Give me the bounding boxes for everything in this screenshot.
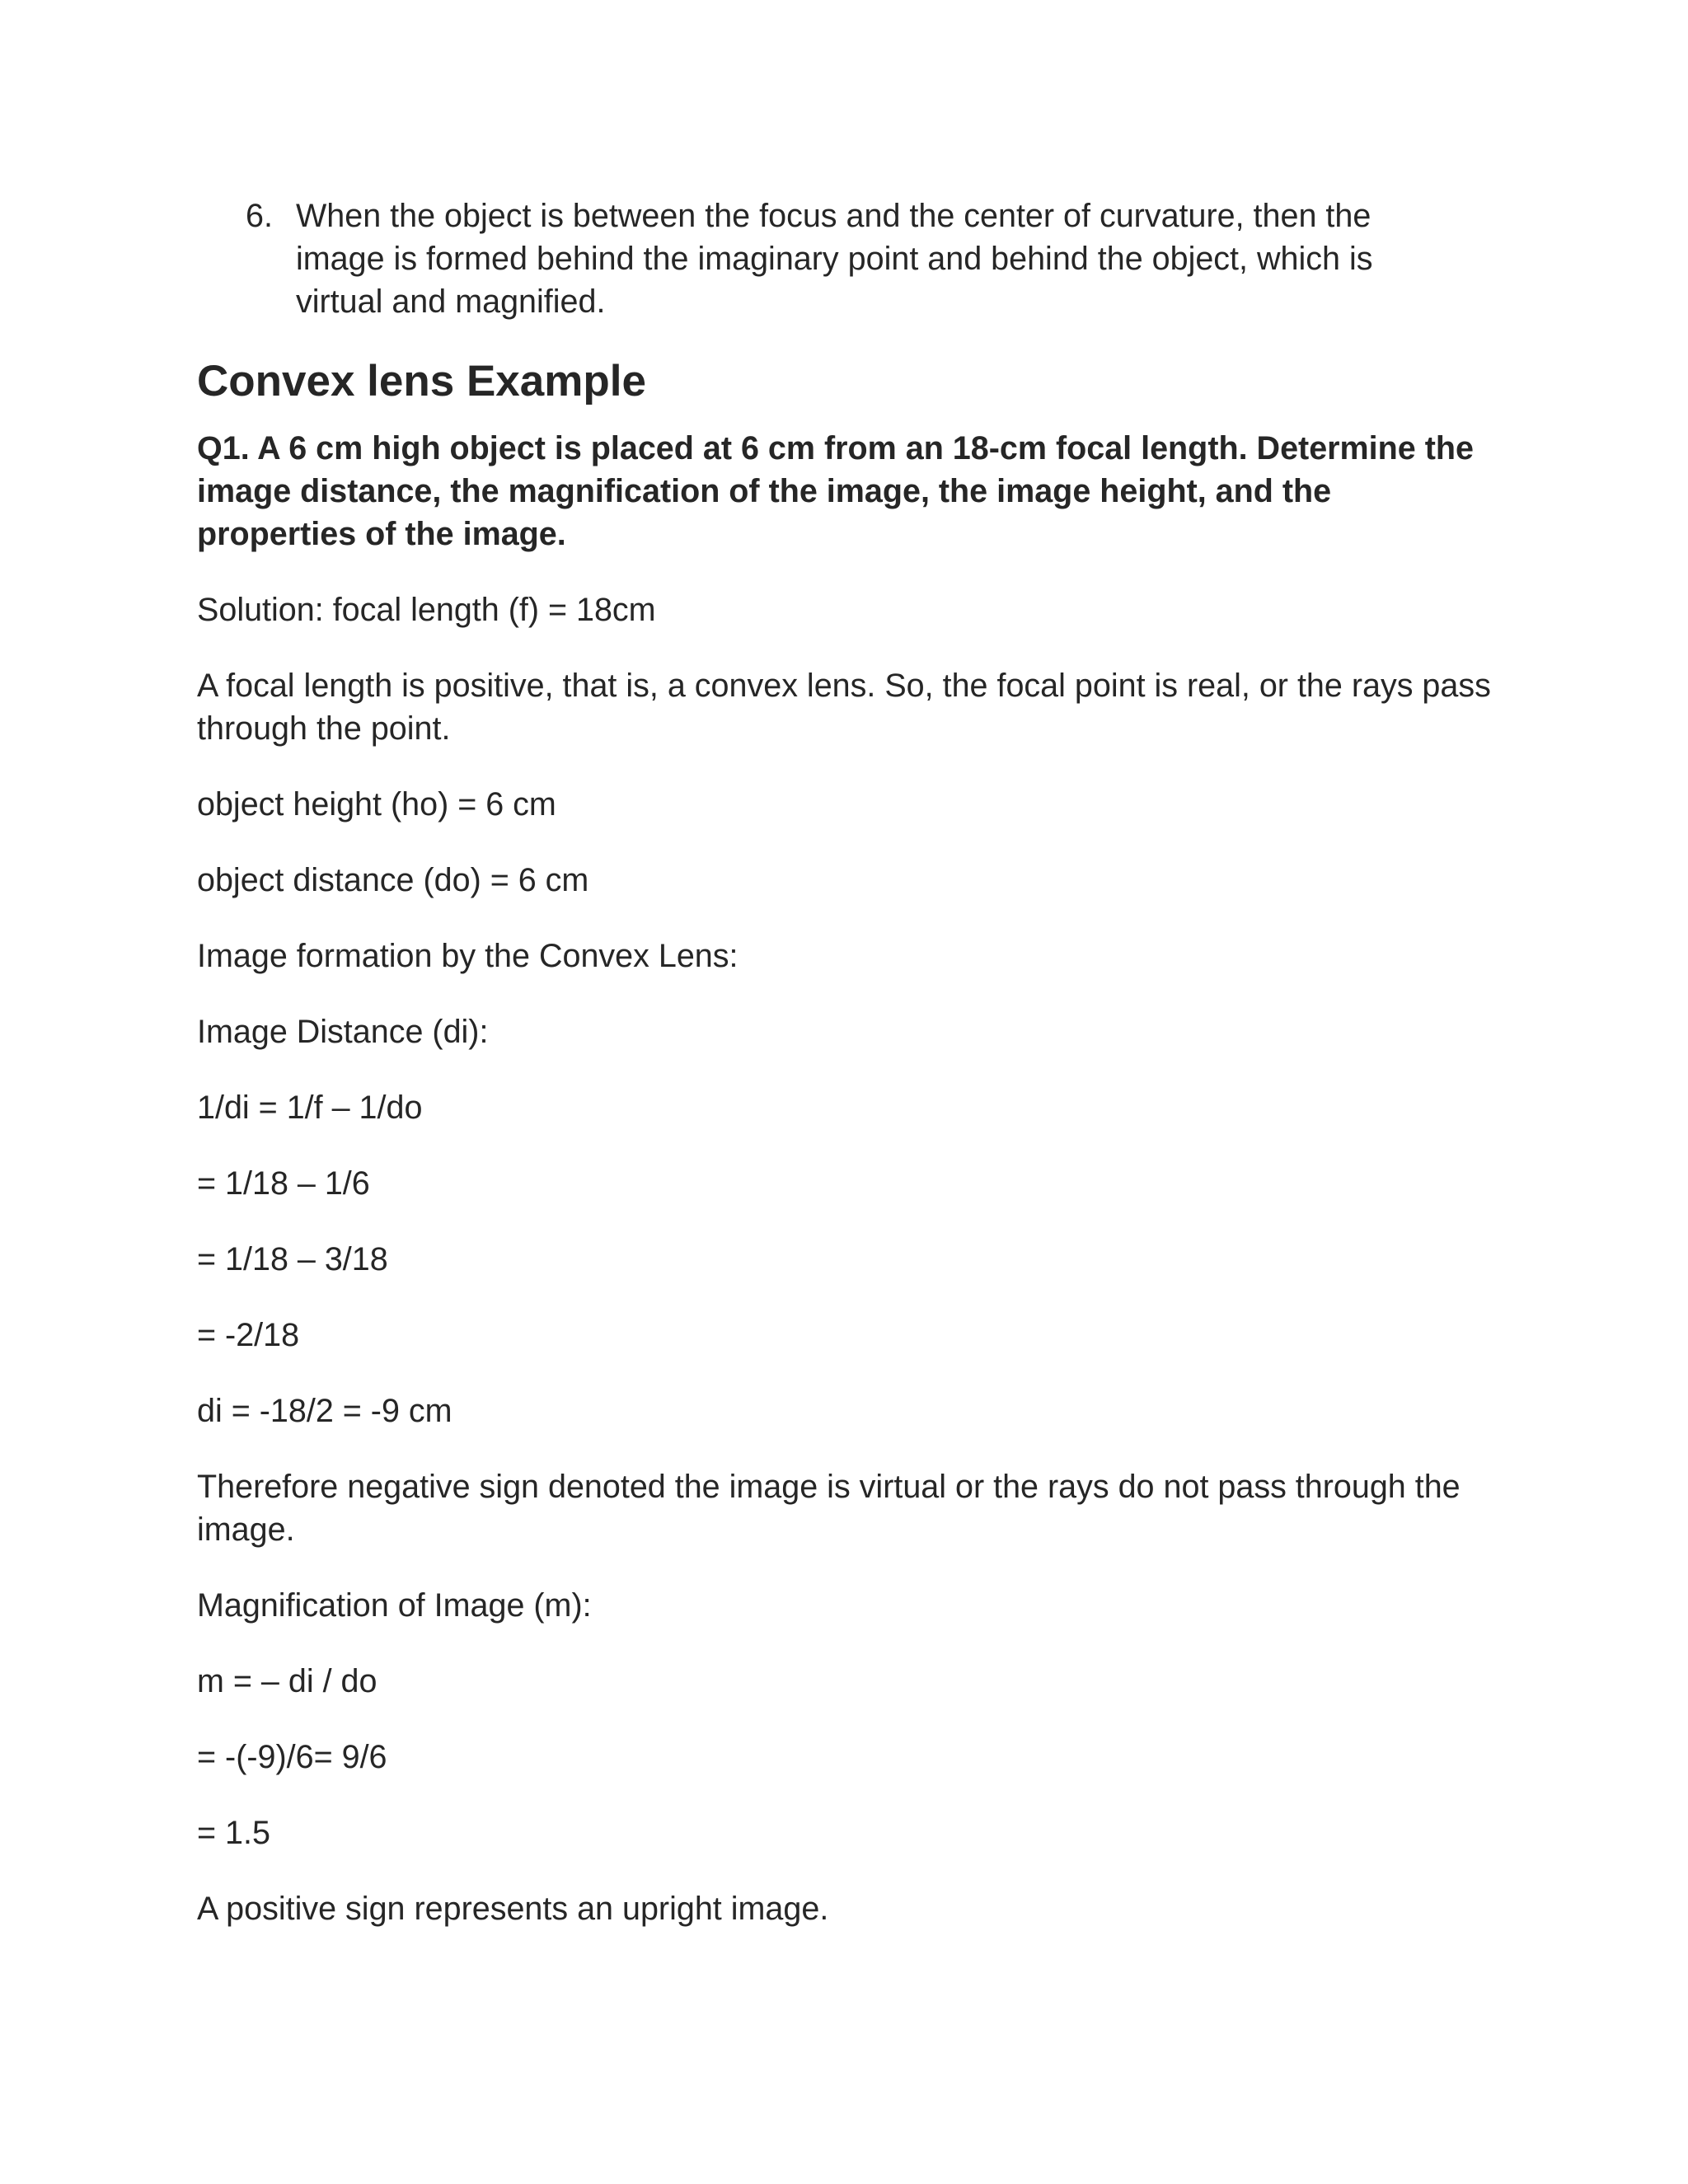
formula-step-2: = 1/18 – 3/18	[197, 1241, 388, 1277]
section-heading: Convex lens Example	[197, 357, 646, 405]
list-number: 6.	[246, 198, 273, 234]
list-item-text: When the object is between the focus and the center of curvature, then the image is formed behind the imaginary point and behind the object, which is virtual and magnified.	[296, 198, 1373, 320]
positive-sign-explanation: A positive sign represents an upright image.	[197, 1891, 829, 1927]
formula-step-3: = -2/18	[197, 1317, 300, 1353]
lens-formula: 1/di = 1/f – 1/do	[197, 1090, 423, 1126]
focal-length-explanation: A focal length is positive, that is, a convex lens. So, the focal point is real, or the rays pass through the point.	[197, 668, 1491, 747]
solution-focal-length: Solution: focal length (f) = 18cm	[197, 592, 656, 628]
formula-step-1: = 1/18 – 1/6	[197, 1165, 370, 1202]
image-formation-label: Image formation by the Convex Lens:	[197, 938, 738, 974]
image-distance-label: Image Distance (di):	[197, 1014, 489, 1050]
magnification-result: = 1.5	[197, 1815, 270, 1851]
object-height: object height (ho) = 6 cm	[197, 786, 556, 823]
negative-sign-explanation: Therefore negative sign denoted the image is virtual or the rays do not pass through the image.	[197, 1469, 1461, 1548]
image-distance-result: di = -18/2 = -9 cm	[197, 1393, 452, 1429]
question-text: Q1. A 6 cm high object is placed at 6 cm from an 18-cm focal length. Determine the image distance, the magnification of the image, the image height, and the properties of the image.	[197, 430, 1474, 552]
magnification-formula: m = – di / do	[197, 1663, 377, 1699]
magnification-label: Magnification of Image (m):	[197, 1587, 592, 1624]
object-distance: object distance (do) = 6 cm	[197, 862, 589, 898]
magnification-step-1: = -(-9)/6= 9/6	[197, 1739, 387, 1775]
